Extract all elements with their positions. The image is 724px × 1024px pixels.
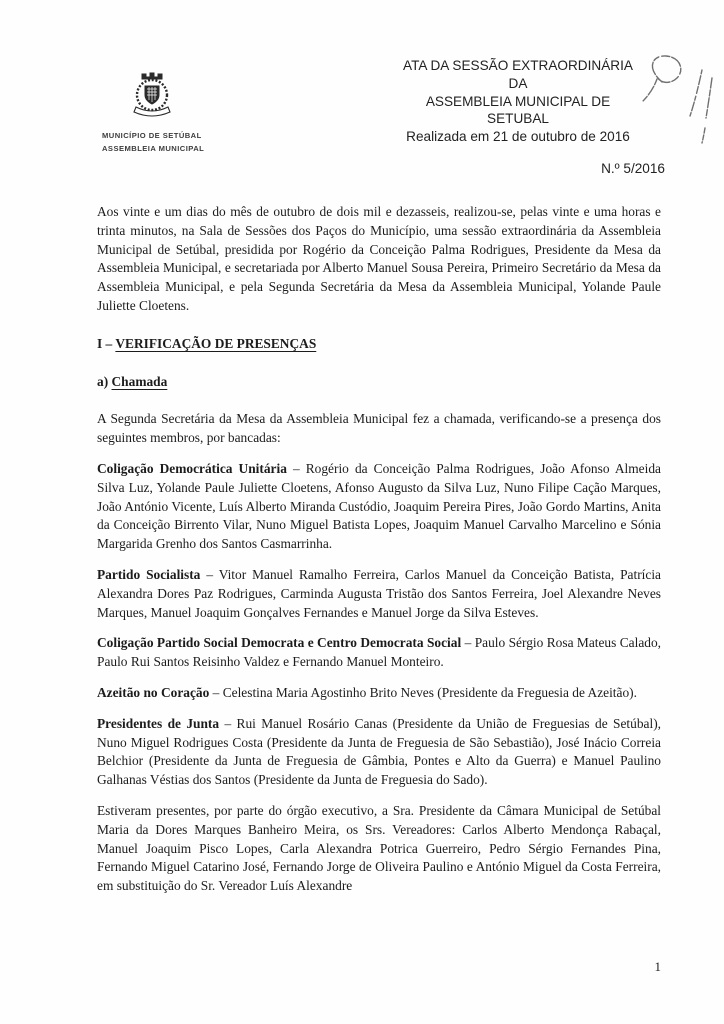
organization-captions — [102, 129, 204, 155]
signature-icon — [632, 46, 724, 164]
document-number: N.º 5/2016 — [601, 161, 665, 176]
section-title: VERIFICAÇÃO DE PRESENÇAS — [115, 335, 317, 351]
bancada-ps-members: – Vitor Manuel Ramalho Ferreira, Carlos Manuel da Conceição Batista, Patrícia Alexandra Dores Paz Rodrigues, Carminda Augusta Tristão dos Santos Ferreira, Joel Alexandre Neves Marques, Manuel Joaquim Gonçalves Fernandes e Manuel Jorge da Silva Esteves. — [97, 566, 661, 620]
title-line: ASSEMBLEIA MUNICIPAL DE — [425, 93, 611, 109]
crest-icon — [129, 68, 175, 118]
bancada-presidentes-junta-members: – Rui Manuel Rosário Canas (Presidente da União de Freguesias de Setúbal), Nuno Miguel Rodrigues Costa (Presidente da Junta de Freguesia de São Sebastião), José Inácio Correia Belchior (Presidente da Junta de Freguesia de Gâmbia, Pontes e Alto da Guerra) e Manuel Paulino Galhanas Véstias dos Santos (Presidente da Junta de Freguesia do Sado). — [97, 715, 661, 788]
subsection-title: Chamada — [111, 373, 168, 389]
section-heading-verificacao — [97, 335, 661, 354]
bancada-ps-paragraph — [97, 566, 661, 622]
municipal-crest-logo — [129, 68, 175, 123]
bancada-psd-cds-paragraph — [97, 634, 661, 672]
session-date-line: Realizada em 21 de outubro de 2016 — [406, 129, 630, 145]
title-line: DA — [508, 75, 528, 91]
bancada-psd-cds-name: Coligação Partido Social Democrata e Centro Democrata Social — [97, 635, 462, 651]
document-body — [97, 203, 661, 908]
intro-paragraph: Aos vinte e um dias do mês de outubro de dois mil e dezasseis, realizou-se, pelas vinte e uma horas e trinta minutos, na Sala de Sessões dos Paços do Município, uma sessão extraordinária da Assembleia Municipal de Setúbal, presidida por Rogério da Conceição Palma Rodrigues, Presidente da Mesa da Assembleia Municipal, e secretariada por Alberto Manuel Sousa Pereira, Primeiro Secretário da Mesa da Assembleia Municipal, e pela Segunda Secretária da Mesa da Assembleia Municipal, Yolande Paule Juliette Cloetens. — [97, 204, 661, 313]
page-number: 1 — [654, 959, 661, 974]
subsection-letter: a) — [97, 373, 112, 389]
bancada-azeitao-paragraph — [97, 684, 661, 703]
org-name: MUNICÍPIO DE SETÚBAL — [102, 131, 202, 140]
section-number: I – — [97, 335, 116, 351]
bancada-azeitao-members: – Celestina Maria Agostinho Brito Neves (Presidente da Freguesia de Azeitão). — [209, 684, 637, 700]
bancada-psd-cds-members: – Paulo Sérgio Rosa Mateus Calado, Paulo Rui Santos Reisinho Valdez e Fernando Manuel Monteiro. — [97, 635, 662, 670]
bancada-azeitao-name: Azeitão no Coração — [97, 684, 210, 700]
bancada-cdu-members: – Rogério da Conceição Palma Rodrigues, João Afonso Almeida Silva Luz, Yolande Paule Juliette Cloetens, Afonso Augusto da Silva Luz, Nuno Filipe Cação Marques, João António Vicente, Luís Alberto Miranda Custódio, Joaquim Pereira Pires, João Gordo Martins, Anita da Conceição Birrento Vilar, Nuno Miguel Batista Lopes, Joaquim Manuel Carvalho Marcelino e Sónia Margarida Grenho dos Santos Casmarrinha. — [97, 460, 661, 552]
executivo-paragraph: Estiveram presentes, por parte do órgão executivo, a Sra. Presidente da Câmara Municipal de Setúbal Maria da Dores Marques Banheiro Meira, os Srs. Vereadores: Carlos Alberto Mendonça Rabaçal, Manuel Joaquim Pisco Lopes, Carla Alexandra Potrica Guerreiro, Pedro Sérgio Fernandes Pina, Fernando Miguel Catarino José, Fernando Jorge de Oliveira Paulino e António Miguel da Costa Ferreira, em substituição do Sr. Vereador Luís Alexandre — [97, 802, 661, 894]
chamada-paragraph: A Segunda Secretária da Mesa da Assembleia Municipal fez a chamada, verificando-se a presença dos seguintes membros, por bancadas: — [97, 411, 661, 446]
title-line: SETUBAL — [487, 111, 549, 127]
bancada-presidentes-junta-name: Presidentes de Junta — [97, 715, 220, 731]
bancada-ps-name: Partido Socialista — [97, 566, 201, 582]
title-line: ATA DA SESSÃO EXTRAORDINÁRIA — [403, 58, 633, 73]
subsection-heading-chamada — [97, 373, 661, 392]
bancada-cdu-paragraph — [97, 460, 661, 554]
handwritten-signature — [632, 46, 724, 169]
bancada-cdu-name: Coligação Democrática Unitária — [97, 460, 287, 476]
document-title-block — [372, 57, 664, 146]
org-department: ASSEMBLEIA MUNICIPAL — [102, 144, 205, 153]
bancada-presidentes-junta-paragraph — [97, 715, 661, 790]
